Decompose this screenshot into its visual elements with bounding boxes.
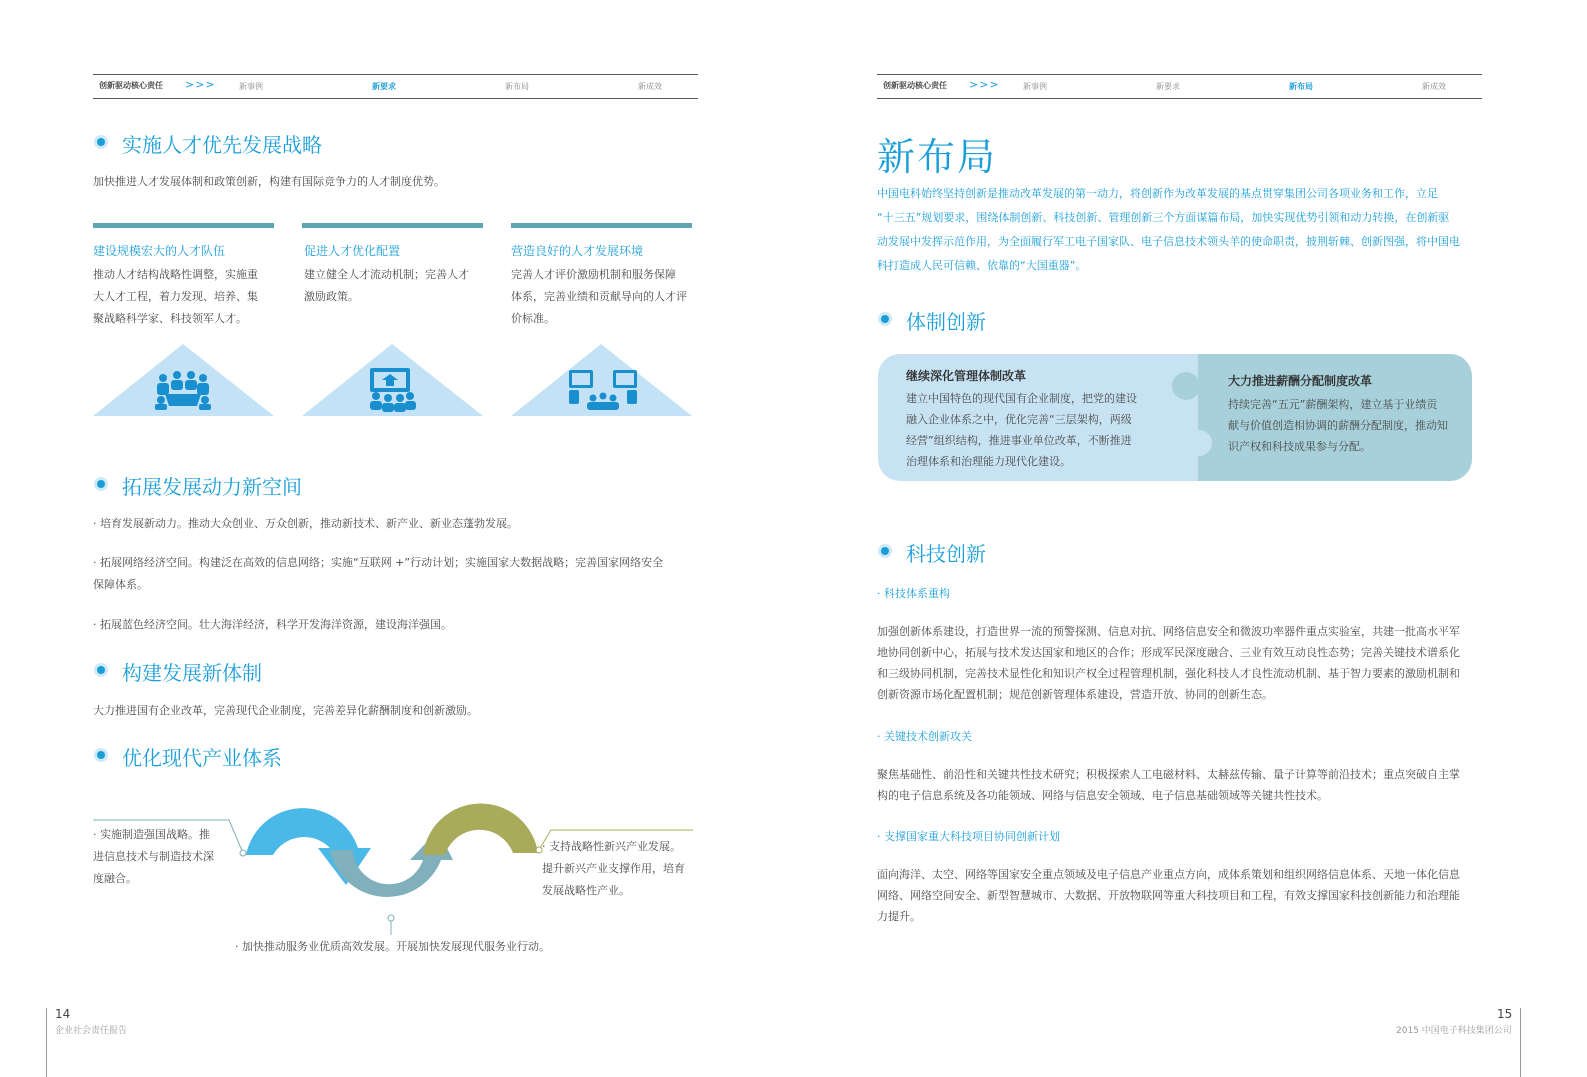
text-line: 大人才工程，着力发现、培养、集 bbox=[93, 290, 258, 303]
text-line: · 拓展网络经济空间。构建泛在高效的信息网络；实施“互联网 +”行动计划；实施国家大数据战略；完善国家网络安全 bbox=[93, 556, 664, 569]
text-line: “十三五”规划要求，围绕体制创新、科技创新、管理创新三个方面谋篇布局，加快实现优势引领和动力转换，在创新驱 bbox=[877, 211, 1450, 224]
column-bar bbox=[302, 223, 483, 228]
text-line: 持续完善“五元”薪酬架构，建立基于业绩贡 bbox=[1228, 398, 1438, 411]
heading-development-space: 拓展发展动力新空间 bbox=[122, 475, 302, 499]
text-line: 融入企业体系之中，优化完善“三层架构，两级 bbox=[906, 413, 1132, 426]
nav-arrows: >>> bbox=[969, 78, 1000, 91]
text-line: 创新资源市场化配置机制；规范创新管理体系建设，营造开放、协同的创新生态。 bbox=[877, 688, 1273, 701]
text-line: 聚战略科学家、科技领军人才。 bbox=[93, 312, 247, 325]
heading-talent-strategy: 实施人才优先发展战略 bbox=[122, 133, 322, 157]
connector-dot bbox=[388, 915, 394, 921]
column-bar bbox=[511, 223, 692, 228]
nav-item-new-requirements[interactable]: 新要求 bbox=[1156, 82, 1180, 91]
nav-item-new-requirements[interactable]: 新要求 bbox=[372, 82, 396, 91]
sub-heading-key-tech: · 关键技术创新攻关 bbox=[877, 730, 972, 743]
bullet-dot-icon bbox=[94, 748, 108, 762]
column-text bbox=[511, 264, 695, 330]
nav-bar-left bbox=[93, 74, 698, 99]
nav-item-new-layout[interactable]: 新布局 bbox=[1289, 82, 1313, 91]
column-title-talent-environment: 营造良好的人才发展环境 bbox=[511, 244, 644, 258]
system-text: 大力推进国有企业改革，完善现代企业制度，完善差异化薪酬制度和创新激励。 bbox=[93, 704, 478, 717]
column-text bbox=[304, 264, 488, 308]
text-line: 发展战略性产业。 bbox=[542, 884, 630, 897]
text-line: 动发展中发挥示范作用，为全面履行军工电子国家队、电子信息技术领头羊的使命职责，披荆斩棘、创新图强，将中国电 bbox=[877, 235, 1460, 248]
text-line: 建立中国特色的现代国有企业制度，把党的建设 bbox=[906, 392, 1137, 405]
text-line: 聚焦基础性、前沿性和关键共性技术研究；积极探索人工电磁材料、太赫兹传输、量子计算等前沿技术；重点突破自主掌 bbox=[877, 768, 1460, 781]
tech-system-text bbox=[877, 621, 1477, 705]
nav-bar-right bbox=[877, 74, 1482, 99]
text-line: 力提升。 bbox=[877, 910, 921, 923]
text-line: 保障体系。 bbox=[93, 578, 148, 591]
footer-rule-right bbox=[1520, 1008, 1521, 1077]
text-line: 价标准。 bbox=[511, 312, 555, 325]
puzzle-knob bbox=[1172, 372, 1200, 400]
text-line: 中国电科始终坚持创新是推动改革发展的第一动力，将创新作为改革发展的基点贯穿集团公司各项业务和工作，立足 bbox=[877, 187, 1438, 200]
text-line: 构的电子信息系统及各功能领域、网络与信息安全领域、电子信息基础领域等关键共性技术。 bbox=[877, 789, 1328, 802]
text-line: · 实施制造强国战略。推 bbox=[93, 828, 210, 841]
bullet-dot-icon bbox=[94, 477, 108, 491]
text-line: 提升新兴产业支撑作用，培育 bbox=[542, 862, 685, 875]
column-text bbox=[93, 264, 277, 330]
text-line: 体系，完善业绩和贡献导向的人才评 bbox=[511, 290, 687, 303]
text-line: 推动人才结构战略性调整，实施重 bbox=[93, 268, 258, 281]
sub-heading-tech-system: · 科技体系重构 bbox=[877, 587, 950, 600]
text-line: 建立健全人才流动机制；完善人才 bbox=[304, 268, 469, 281]
column-title-talent-allocation: 促进人才优化配置 bbox=[304, 244, 401, 258]
text-line: 完善人才评价激励机制和服务保障 bbox=[511, 268, 676, 281]
footer-label-left: 企业社会责任报告 bbox=[55, 1026, 128, 1036]
arc-arrow-olive bbox=[423, 804, 538, 855]
text-line: 经营”组织结构，推进事业单位改革，不断推进 bbox=[906, 434, 1132, 447]
heading-tech-innovation: 科技创新 bbox=[906, 542, 986, 566]
nav-item-new-cases[interactable]: 新事例 bbox=[239, 82, 263, 91]
column-title-talent-team: 建设规模宏大的人才队伍 bbox=[93, 244, 226, 258]
nav-section-title: 创新驱动核心责任 bbox=[99, 81, 163, 90]
connector-dot bbox=[240, 850, 246, 856]
bullet-dot-icon bbox=[94, 663, 108, 677]
team-meeting-icon bbox=[93, 344, 274, 416]
puzzle-knob bbox=[1186, 430, 1212, 456]
column-bar bbox=[93, 223, 274, 228]
list-item: · 培育发展新动力。推动大众创业、万众创新，推动新技术、新产业、新业态蓬勃发展。 bbox=[93, 517, 518, 530]
page-number-right: 15 bbox=[1497, 1007, 1513, 1021]
bullet-dot-icon bbox=[94, 135, 108, 149]
heading-new-system: 构建发展新体制 bbox=[122, 661, 262, 685]
emerging-industry-note bbox=[542, 836, 697, 902]
nav-section-title: 创新驱动核心责任 bbox=[883, 81, 947, 90]
text-line: 地协同创新中心，拓展与技术发达国家和地区的合作；形成军民深度融合、三业有效互动良性态势；完善关键技术谱系化 bbox=[877, 646, 1460, 659]
heading-industry-system: 优化现代产业体系 bbox=[122, 746, 282, 770]
management-reform-title: 继续深化管理体制改革 bbox=[906, 369, 1027, 383]
layout-intro bbox=[877, 182, 1477, 278]
manufacturing-note bbox=[93, 824, 228, 890]
nav-item-new-results[interactable]: 新成效 bbox=[638, 82, 662, 91]
text-line: 网络、网络空间安全、新型智慧城市、大数据、开放物联网等重大科技项目和工程，有效支撑国家科技创新能力和治理能 bbox=[877, 889, 1460, 902]
national-projects-text bbox=[877, 864, 1477, 927]
text-line: 治理体系和治理能力现代化建设。 bbox=[906, 455, 1071, 468]
list-item bbox=[93, 552, 693, 596]
sub-heading-national-projects: · 支撑国家重大科技项目协同创新计划 bbox=[877, 830, 1060, 843]
key-tech-text bbox=[877, 764, 1477, 806]
bullet-dot-icon bbox=[878, 312, 892, 326]
nav-item-new-layout[interactable]: 新布局 bbox=[505, 82, 529, 91]
text-line: 献与价值创造相协调的薪酬分配制度，推动知 bbox=[1228, 419, 1448, 432]
page-title: 新布局 bbox=[877, 135, 998, 179]
text-line: 进信息技术与制造技术深 bbox=[93, 850, 214, 863]
monitor-screens-icon bbox=[511, 344, 692, 416]
text-line: 激励政策。 bbox=[304, 290, 359, 303]
bullet-dot-icon bbox=[878, 544, 892, 558]
compensation-reform-title: 大力推进薪酬分配制度改革 bbox=[1228, 374, 1373, 388]
nav-item-new-cases[interactable]: 新事例 bbox=[1023, 82, 1047, 91]
text-line: 度融合。 bbox=[93, 872, 137, 885]
page-number-left: 14 bbox=[55, 1007, 71, 1021]
talent-intro: 加快推进人才发展体制和政策创新，构建有国际竞争力的人才制度优势。 bbox=[93, 175, 445, 188]
text-line: 加强创新体系建设，打造世界一流的预警探测、信息对抗、网络信息安全和微波功率器件重点实验室，共建一批高水平军 bbox=[877, 625, 1460, 638]
text-line: 识产权和科技成果参与分配。 bbox=[1228, 440, 1371, 453]
text-line: 科打造成人民可信赖、依靠的“大国重器”。 bbox=[877, 259, 1087, 272]
presentation-growth-icon bbox=[302, 344, 483, 416]
compensation-reform-text bbox=[1228, 394, 1468, 457]
text-line: 和三级协同机制，完善技术显性化和知识产权全过程管理机制，强化科技人才良性流动机制、基于智力要素的激励机制和 bbox=[877, 667, 1460, 680]
list-item: · 拓展蓝色经济空间。壮大海洋经济，科学开发海洋资源，建设海洋强国。 bbox=[93, 618, 452, 631]
service-industry-note: · 加快推动服务业优质高效发展。开展加快发展现代服务业行动。 bbox=[235, 940, 550, 953]
text-line: · 支持战略性新兴产业发展。 bbox=[542, 840, 681, 853]
nav-item-new-results[interactable]: 新成效 bbox=[1422, 82, 1446, 91]
text-line: 面向海洋、太空、网络等国家安全重点领域及电子信息产业重点方向，成体系策划和组织网络信息体系、天地一体化信息 bbox=[877, 868, 1460, 881]
footer-label-right: 2015 中国电子科技集团公司 bbox=[1396, 1026, 1512, 1036]
heading-institutional-innovation: 体制创新 bbox=[906, 310, 986, 334]
nav-arrows: >>> bbox=[185, 78, 216, 91]
footer-rule-left bbox=[46, 1008, 47, 1077]
management-reform-text bbox=[906, 388, 1166, 472]
